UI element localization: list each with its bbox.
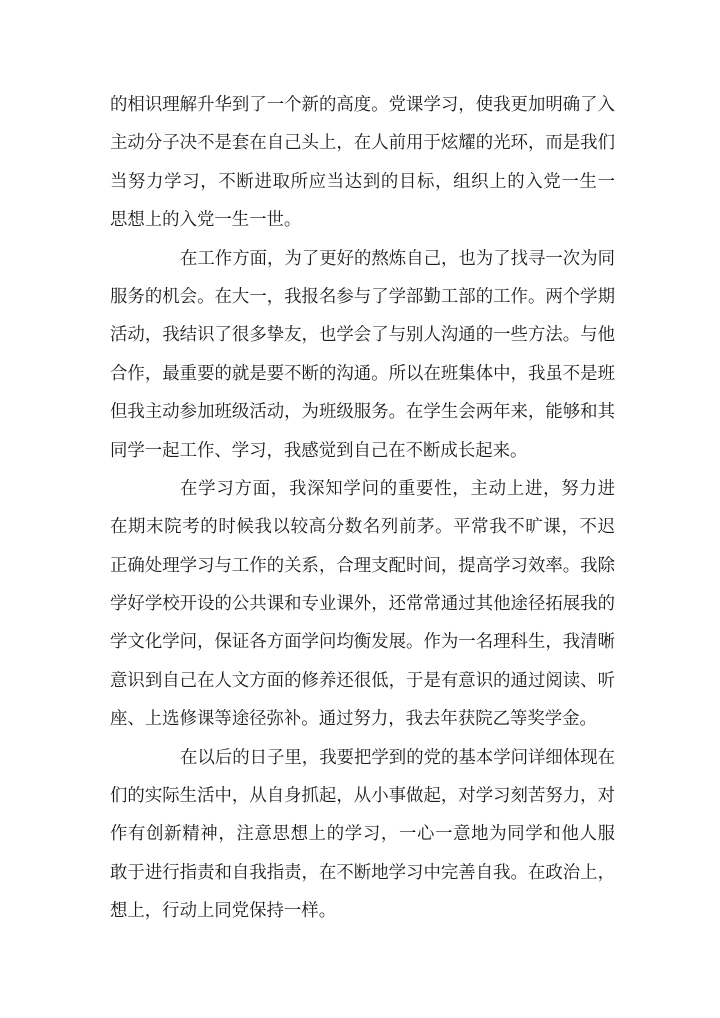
text-line: 同学一起工作、学习，我感觉到自己在不断成长起来。 — [110, 440, 528, 461]
text-line: 主动分子决不是套在自己头上，在人前用于炫耀的光环，而是我们 — [110, 133, 615, 154]
text-line: 意识到自己在人文方面的修养还很低，于是有意识的通过阅读、听 — [110, 670, 615, 691]
text-line: 想上，行动上同党保持一样。 — [110, 901, 337, 922]
text-line: 在期末院考的时候我以较高分数名列前茅。平常我不旷课，不迟 — [110, 517, 615, 538]
text-line: 思想上的入党一生一世。 — [110, 210, 302, 231]
paragraph-first-line: 在学习方面，我深知学问的重要性，主动上进，努力进 — [180, 478, 615, 499]
text-line: 学好学校开设的公共课和专业课外，还常常通过其他途径拓展我的 — [110, 594, 615, 615]
text-line: 正确处理学习与工作的关系，合理支配时间，提高学习效率。我除 — [110, 555, 615, 576]
text-line: 们的实际生活中，从自身抓起，从小事做起，对学习刻苦努力，对 — [110, 786, 615, 807]
paragraph-first-line: 在工作方面，为了更好的熬炼自己，也为了找寻一次为同 — [180, 248, 615, 269]
text-line: 的相识理解升华到了一个新的高度。党课学习，使我更加明确了入 — [110, 95, 615, 115]
text-line: 活动，我结识了很多挚友，也学会了与别人沟通的一些方法。与他 — [110, 325, 615, 346]
text-line: 当努力学习，不断进取所应当达到的目标，组织上的入党一生一 — [110, 171, 615, 192]
text-line: 服务的机会。在大一，我报名参与了学部勤工部的工作。两个学期 — [110, 286, 615, 307]
body-text — [110, 86, 615, 931]
text-line: 敢于进行指责和自我指责，在不断地学习中完善自我。在政治上， — [110, 862, 615, 883]
text-line: 座、上选修课等途径弥补。通过努力，我去年获院乙等奖学金。 — [110, 709, 597, 730]
text-line: 但我主动参加班级活动，为班级服务。在学生会两年来，能够和其 — [110, 402, 615, 423]
text-line: 学文化学问，保证各方面学问均衡发展。作为一名理科生，我清晰 — [110, 632, 615, 653]
paragraph-first-line: 在以后的日子里，我要把学到的党的基本学问详细体现在 — [180, 747, 615, 768]
text-line: 合作，最重要的就是要不断的沟通。所以在班集体中，我虽不是班 — [110, 363, 615, 384]
text-line: 作有创新精神，注意思想上的学习，一心一意地为同学和他人服 — [110, 824, 615, 845]
